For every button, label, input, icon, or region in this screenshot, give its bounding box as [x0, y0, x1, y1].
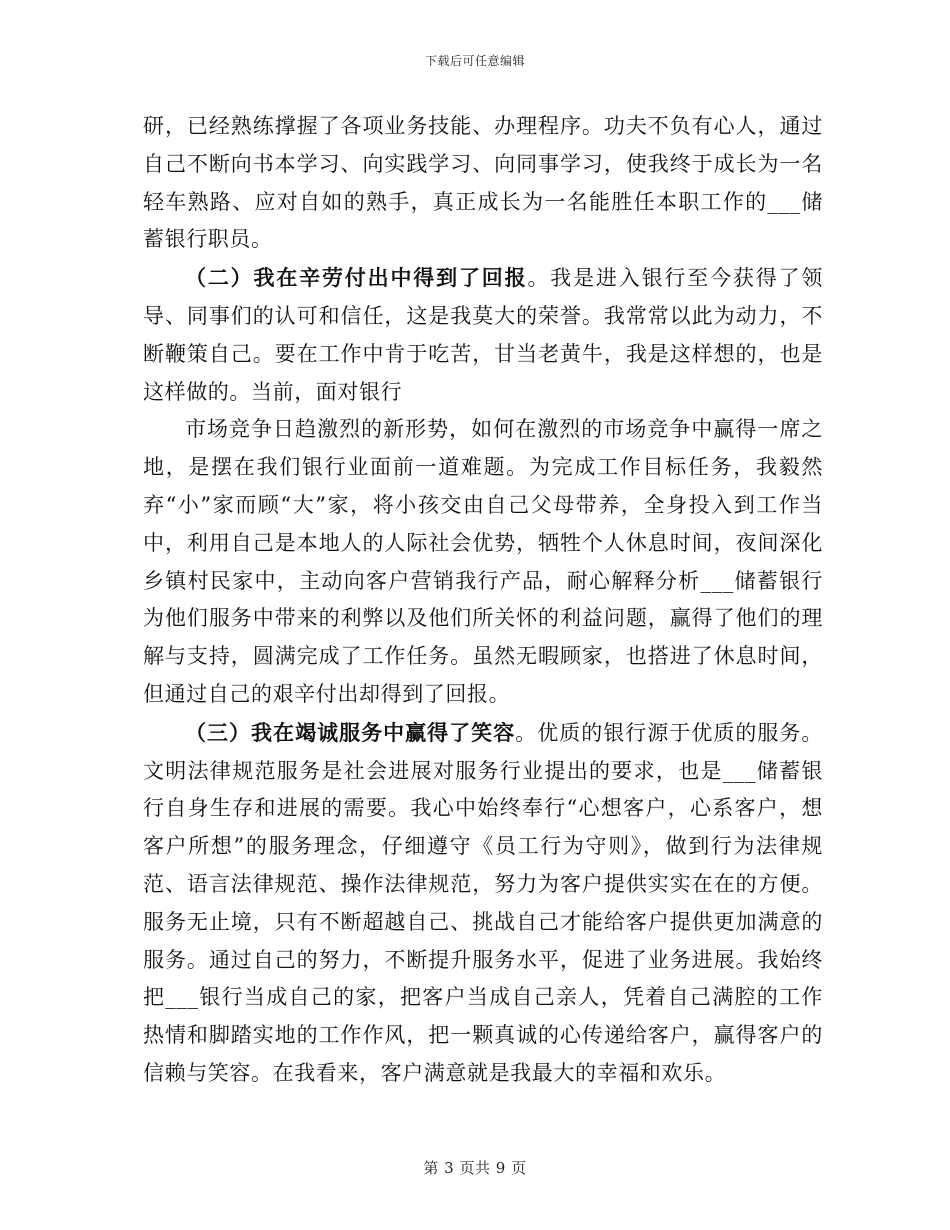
page-footer: 第 3 页共 9 页 — [423, 1159, 527, 1177]
paragraph-continuation: 研，已经熟练撑握了各项业务技能、办理程序。功夫不负有心人，通过自己不断向书本学习、向实践学习、向同事学习，使我终于成长为一名轻车熟路、应对自如的熟手，真正成长为一名能胜任本职工作的___储蓄银行职员。 — [143, 114, 823, 252]
paragraph-section-three — [143, 714, 823, 1093]
document-body — [143, 108, 823, 1093]
section-three-text: 。优质的银行源于优质的服务。文明法律规范服务是社会进展对服务行业提出的要求，也是___储蓄银行自身生存和进展的需要。我心中始终奉行“心想客户，心系客户，想客户所想”的服务理念，仔细遵守《员工行为守则》，做到行为法律规范、语言法律规范、操作法律规范，努力为客户提供实实在在的方便。服务无止境，只有不断超越自己、挑战自己才能给客户提供更加满意的服务。通过自己的努力，不断提升服务水平，促进了业务进展。我始终把___银行当成自己的家，把客户当成自己亲人，凭着自己满腔的工作热情和脚踏实地的工作作风，把一颗真诚的心传递给客户，赢得客户的信赖与笑容。在我看来，客户满意就是我最大的幸福和欢乐。 — [143, 720, 824, 1085]
section-two-text: 。我是进入银行至今获得了领导、同事们的认可和信任，这是我莫大的荣誉。我常常以此为动力，不断鞭策自己。要在工作中肯于吃苦，甘当老黄牛，我是这样想的，也是这样做的。当前，面对银行 — [143, 266, 823, 404]
page-header: 下载后可任意编辑 — [424, 54, 525, 68]
paragraph-market-competition: 市场竞争日趋激烈的新形势，如何在激烈的市场竞争中赢得一席之地，是摆在我们银行业面前一道难题。为完成工作目标任务，我毅然弃“小”家而顾“大”家，将小孩交由自己父母带养，全身投入到工作当中，利用自己是本地人的人际社会优势，牺牲个人休息时间，夜间深化乡镇村民家中，主动向客户营销我行产品，耐心解释分析___储蓄银行为他们服务中带来的利弊以及他们所关怀的利益问题，赢得了他们的理解与支持，圆满完成了工作任务。虽然无暇顾家，也搭进了休息时间，但通过自己的艰辛付出却得到了回报。 — [143, 417, 823, 706]
section-heading-two: （二）我在辛劳付出中得到了回报 — [185, 265, 528, 291]
section-heading-three: （三）我在竭诚服务中赢得了笑容 — [185, 719, 516, 745]
paragraph-section-two — [143, 259, 823, 411]
